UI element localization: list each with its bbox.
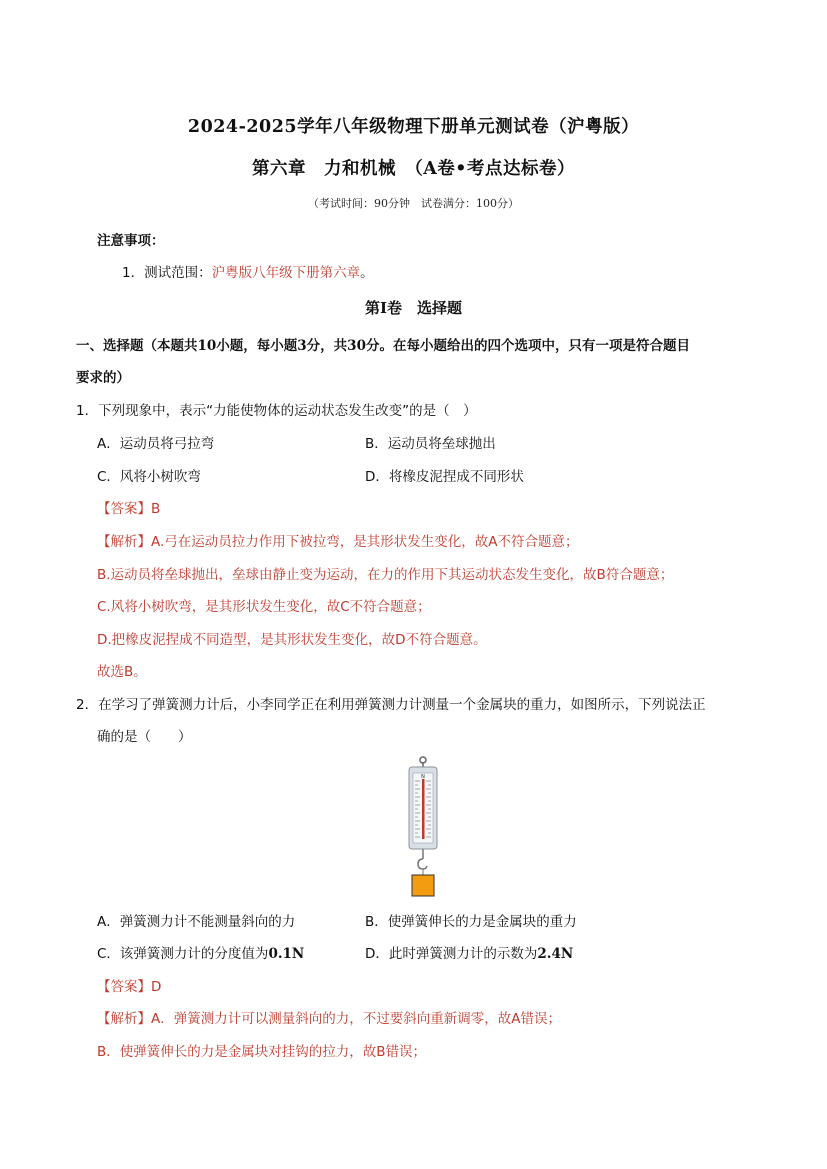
spring-scale-figure [398,755,448,900]
section-intro-line2: 要求的） [76,370,130,386]
page-title: 2024-2025学年八年级物理下册单元测试卷（沪粤版） [187,117,640,137]
chapter-subtitle: 第六章 力和机械 （A卷•考点达标卷） [251,159,575,179]
q2-analysis-1 [97,1007,561,1027]
q1-conclusion: 故选B。 [97,664,147,680]
scale-unit-label: N [421,774,425,780]
q2-option-d-text: D．此时弹簧测力计的示数为 [365,946,538,962]
q1-analysis-4: D.把橡皮泥捏成不同造型，是其形状发生变化，故D不符合题意。 [97,632,487,648]
q2-option-b: B．使弹簧伸长的力是金属块的重力 [365,914,577,930]
exam-info: （考试时间：90分钟 试卷满分：100分） [308,197,519,210]
notes-heading: 注意事项： [97,233,165,249]
q2-answer [97,975,161,995]
q2-stem-line2: 确的是（ ） [97,729,192,745]
q1-analysis-1 [97,530,579,550]
q1-stem: 1．下列现象中，表示“力能使物体的运动状态发生改变”的是（ ） [76,403,477,419]
notes-item-1-suffix: 。 [360,265,374,281]
q2-analysis-2: B．使弹簧伸长的力是金属块对挂钩的拉力，故B错误； [97,1044,427,1060]
q2-option-d [365,942,573,962]
q1-option-d: D．将橡皮泥捏成不同形状 [365,469,524,485]
q2-analysis-1-text: A．弹簧测力计可以测量斜向的力，不过要斜向重新调零，故A错误； [151,1011,561,1027]
q1-option-a: A．运动员将弓拉弯 [97,436,215,452]
q2-analysis-label: 【解析】 [97,1011,151,1027]
q2-option-c-text: C．该弹簧测力计的分度值为 [97,946,269,962]
notes-item-1-prefix: 1．测试范围： [122,265,212,281]
q2-option-c [97,942,304,962]
q1-answer [97,497,160,517]
q2-option-a: A．弹簧测力计不能测量斜向的力 [97,914,296,930]
q1-analysis-2: B.运动员将垒球抛出，垒球由静止变为运动，在力的作用下其运动状态发生变化，故B符合题意； [97,567,674,583]
q1-analysis-label: 【解析】 [97,534,151,550]
notes-item-1-value: 沪粤版八年级下册第六章 [211,265,361,281]
metal-block [412,875,434,896]
notes-item-1 [122,261,374,281]
q2-answer-value: D [151,979,162,995]
q1-analysis-1-text: A.弓在运动员拉力作用下被拉弯，是其形状发生变化，故A不符合题意； [151,534,579,550]
q1-option-b: B．运动员将垒球抛出 [365,436,496,452]
q1-analysis-3: C.风将小树吹弯，是其形状发生变化，故C不符合题意； [97,599,431,615]
q2-stem-line1: 2．在学习了弹簧测力计后，小李同学正在利用弹簧测力计测量一个金属块的重力，如图所示，下列说法正 [76,697,706,713]
section-intro-line1: 一、选择题（本题共10小题，每小题3分，共30分。在每小题给出的四个选项中，只有一项是符合题目 [76,338,690,354]
q2-option-c-value: 0.1N [268,946,305,962]
q1-answer-label: 【答案】 [97,501,151,517]
spring-scale-icon [409,757,437,875]
q2-option-d-value: 2.4N [537,946,574,962]
q1-option-c: C．风将小树吹弯 [97,469,201,485]
section-title: 第Ⅰ卷 选择题 [364,299,463,317]
q2-answer-label: 【答案】 [97,979,151,995]
q1-answer-value: B [151,501,161,517]
